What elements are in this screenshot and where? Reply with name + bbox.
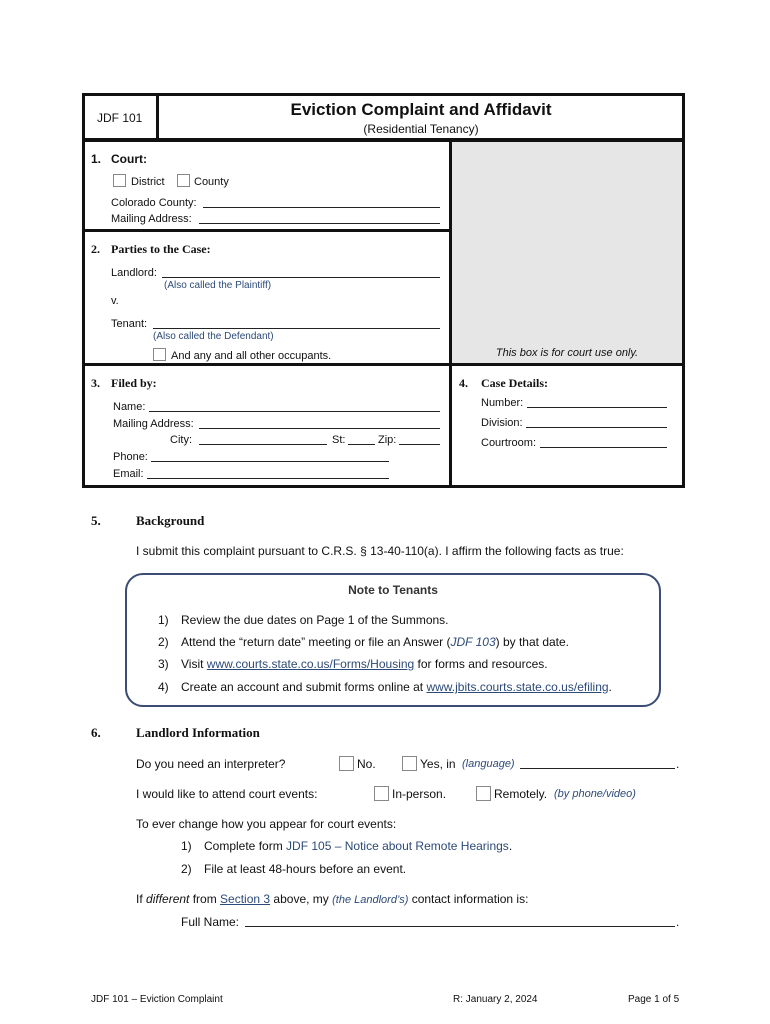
jdf-103-link[interactable]: JDF 103 (450, 635, 496, 649)
form-id: JDF 101 (97, 111, 143, 125)
remotely-checkbox[interactable] (476, 786, 491, 801)
different-contact-text: If different from Section 3 above, my (the Landlord’s) contact information is: (136, 892, 529, 906)
language-period: . (676, 757, 680, 771)
in-person-label: In-person. (392, 787, 447, 801)
court-mailing-address-label: Mailing Address: (111, 213, 192, 225)
filer-city-field[interactable] (199, 444, 327, 445)
case-details-heading: Case Details: (481, 376, 548, 390)
full-name-period: . (676, 915, 680, 929)
filed-by-heading: Filed by: (111, 376, 157, 390)
landlord-info-heading: Landlord Information (136, 725, 260, 740)
courtroom-label: Courtroom: (481, 437, 537, 449)
note-item-2-number: 2) (158, 635, 169, 649)
interpreter-no-label: No. (357, 757, 376, 771)
jdf-105-link[interactable]: JDF 105 – Notice about Remote Hearings (286, 839, 509, 853)
interpreter-yes-label: Yes, in (420, 757, 456, 771)
efiling-link[interactable]: www.jbits.courts.state.co.us/efiling (426, 680, 609, 694)
filer-phone-label: Phone: (113, 451, 148, 463)
interpreter-yes-checkbox[interactable] (402, 756, 417, 771)
court-number: 1. (91, 152, 102, 166)
filer-zip-field[interactable] (399, 444, 440, 445)
footer-page-number: Page 1 of 5 (628, 994, 680, 1005)
court-use-label: This box is for court use only. (495, 347, 639, 359)
full-name-label: Full Name: (181, 915, 240, 929)
note-item-3-number: 3) (158, 657, 169, 671)
remotely-label: Remotely. (494, 787, 548, 801)
background-number: 5. (91, 513, 101, 528)
interpreter-no-checkbox[interactable] (339, 756, 354, 771)
filer-name-field[interactable] (149, 411, 440, 412)
footer-left: JDF 101 – Eviction Complaint (91, 994, 223, 1005)
step-1-number: 1) (181, 839, 192, 853)
note-item-1-number: 1) (158, 613, 169, 627)
divider-parties-filed (85, 363, 682, 366)
housing-forms-link[interactable]: www.courts.state.co.us/Forms/Housing (206, 657, 415, 671)
occupants-checkbox[interactable] (153, 348, 166, 361)
background-statement: I submit this complaint pursuant to C.R.S. § 13-40-110(a). I affirm the following facts as true: (136, 544, 624, 558)
filer-state-label: St: (332, 434, 346, 446)
section-3-link[interactable]: Section 3 (220, 892, 271, 906)
background-heading: Background (136, 513, 205, 528)
landlord-info-number: 6. (91, 725, 101, 740)
note-item-4: Create an account and submit forms online at www.jbits.courts.state.co.us/efiling. (181, 680, 612, 694)
county-checkbox[interactable] (177, 174, 190, 187)
landlord-note: (Also called the Plaintiff) (164, 280, 272, 291)
filer-name-label: Name: (113, 401, 146, 413)
divider-court-parties (85, 229, 449, 232)
case-number-field[interactable] (527, 407, 667, 408)
division-field[interactable] (526, 427, 667, 428)
change-appearance-text: To ever change how you appear for court events: (136, 817, 397, 831)
district-label: District (131, 176, 165, 188)
court-use-box (452, 142, 682, 363)
filer-zip-label: Zip: (378, 434, 397, 446)
tenant-note: (Also called the Defendant) (153, 331, 274, 342)
division-label: Division: (481, 417, 523, 429)
filed-by-number: 3. (91, 376, 100, 390)
case-details-number: 4. (459, 376, 468, 390)
county-label: County (194, 176, 229, 188)
step-2: File at least 48-hours before an event. (204, 862, 407, 876)
versus-label: v. (111, 295, 119, 307)
case-number-label: Number: (481, 397, 524, 409)
landlord-field[interactable] (162, 277, 440, 278)
language-field[interactable] (520, 768, 675, 769)
note-item-1: Review the due dates on Page 1 of the Summons. (181, 613, 449, 627)
district-checkbox[interactable] (113, 174, 126, 187)
note-title: Note to Tenants (348, 583, 438, 597)
note-item-2: Attend the “return date” meeting or file an Answer (JDF 103) by that date. (181, 635, 570, 649)
page-title: Eviction Complaint and Affidavit (290, 100, 552, 119)
caption-vertical-divider (449, 142, 452, 485)
filer-phone-field[interactable] (151, 461, 389, 462)
court-heading: Court: (111, 152, 147, 166)
note-item-4-number: 4) (158, 680, 169, 694)
in-person-checkbox[interactable] (374, 786, 389, 801)
note-item-3: Visit www.courts.state.co.us/Forms/Housing for forms and resources. (181, 657, 548, 671)
language-hint: (language) (462, 758, 515, 770)
filer-mailing-address-label: Mailing Address: (113, 418, 194, 430)
courtroom-field[interactable] (540, 447, 667, 448)
remote-note: (by phone/video) (554, 788, 636, 800)
filer-email-field[interactable] (147, 478, 389, 479)
page-subtitle: (Residential Tenancy) (363, 122, 479, 136)
tenant-label: Tenant: (111, 318, 148, 330)
attend-question: I would like to attend court events: (136, 787, 318, 801)
landlord-label: Landlord: (111, 267, 157, 279)
filer-mailing-address-field[interactable] (199, 428, 440, 429)
filer-state-field[interactable] (348, 444, 375, 445)
tenant-field[interactable] (153, 328, 440, 329)
colorado-county-field[interactable] (203, 207, 440, 208)
parties-heading: Parties to the Case: (111, 242, 211, 256)
full-name-field[interactable] (245, 926, 675, 927)
step-2-number: 2) (181, 862, 192, 876)
parties-number: 2. (91, 242, 100, 256)
step-1: Complete form JDF 105 – Notice about Remote Hearings. (204, 839, 513, 853)
footer-revision: R: January 2, 2024 (453, 994, 538, 1005)
filer-email-label: Email: (113, 468, 144, 480)
colorado-county-label: Colorado County: (111, 197, 197, 209)
court-mailing-address-field[interactable] (199, 223, 440, 224)
occupants-label: And any and all other occupants. (171, 350, 332, 362)
interpreter-question: Do you need an interpreter? (136, 757, 286, 771)
filer-city-label: City: (170, 434, 192, 446)
